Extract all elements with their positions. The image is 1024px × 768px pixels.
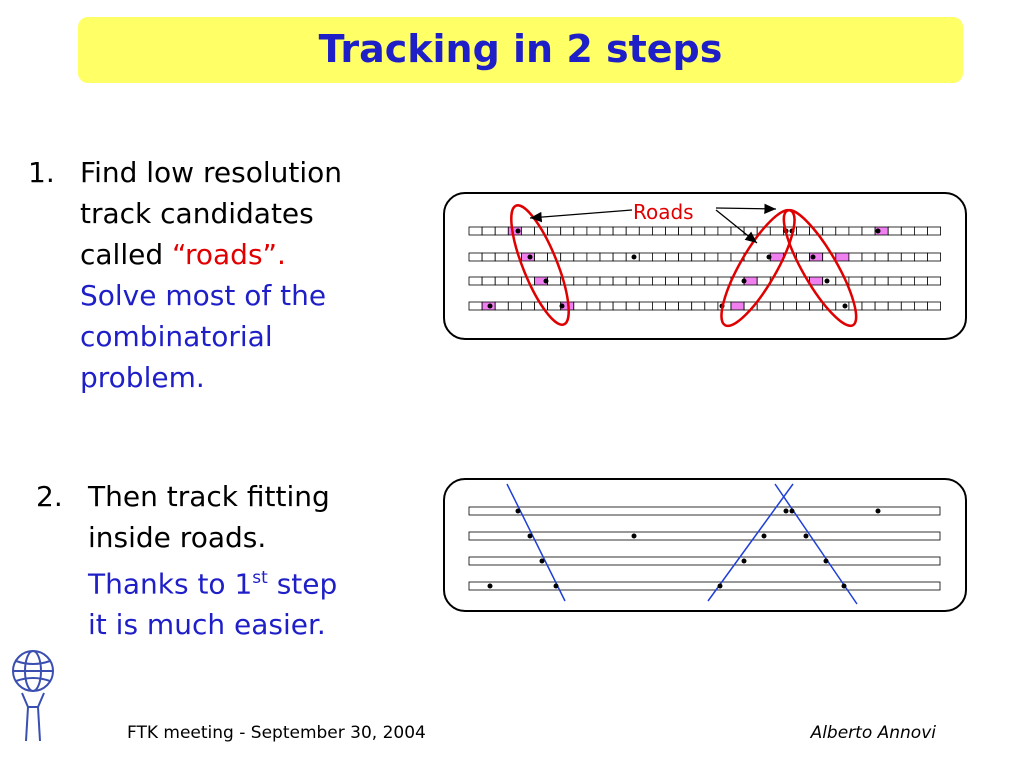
hit-point — [824, 559, 829, 564]
step2-blue-line1-pre: Thanks to 1 — [88, 567, 253, 601]
step1-roads-term: “roads”. — [172, 238, 286, 271]
step1-line1: Find low resolution — [80, 156, 342, 189]
detector-layer — [469, 532, 940, 540]
hit-point — [742, 559, 747, 564]
step2-blue-line1-post: step — [267, 567, 338, 601]
step1-line3-plain: called — [80, 238, 173, 271]
hit-point — [762, 534, 767, 539]
step2-superscript: st — [252, 568, 268, 588]
detector-layer — [469, 507, 940, 515]
step2-blue-line2: it is much easier. — [88, 608, 326, 642]
hit-point — [516, 509, 521, 514]
hit-point — [718, 584, 723, 589]
step1-blue-line1: Solve most of the — [80, 279, 327, 312]
step1-line2: track candidates — [80, 197, 314, 230]
step1-blue-line2: combinatorial — [80, 320, 273, 353]
step2-number: 2. — [36, 480, 63, 513]
atlas-logo-icon — [8, 645, 58, 745]
step2-line2: inside roads. — [88, 521, 267, 554]
roads-label: Roads — [633, 200, 694, 224]
hit-point — [540, 559, 545, 564]
hit-point — [804, 534, 809, 539]
step1-blue-line3: problem. — [80, 361, 205, 394]
hit-point — [632, 534, 637, 539]
hit-point — [554, 584, 559, 589]
footer-author: Alberto Annovi — [810, 723, 936, 743]
hit-point — [528, 534, 533, 539]
step2-line1: Then track fitting — [88, 480, 330, 513]
slide-title: Tracking in 2 steps — [318, 27, 723, 71]
detector-layer — [469, 582, 940, 590]
hit-point — [876, 509, 881, 514]
hit-point — [488, 584, 493, 589]
hit-point — [790, 509, 795, 514]
hit-point — [784, 509, 789, 514]
footer-meeting: FTK meeting - September 30, 2004 — [127, 723, 426, 743]
hit-point — [842, 584, 847, 589]
step1-number: 1. — [28, 156, 55, 189]
